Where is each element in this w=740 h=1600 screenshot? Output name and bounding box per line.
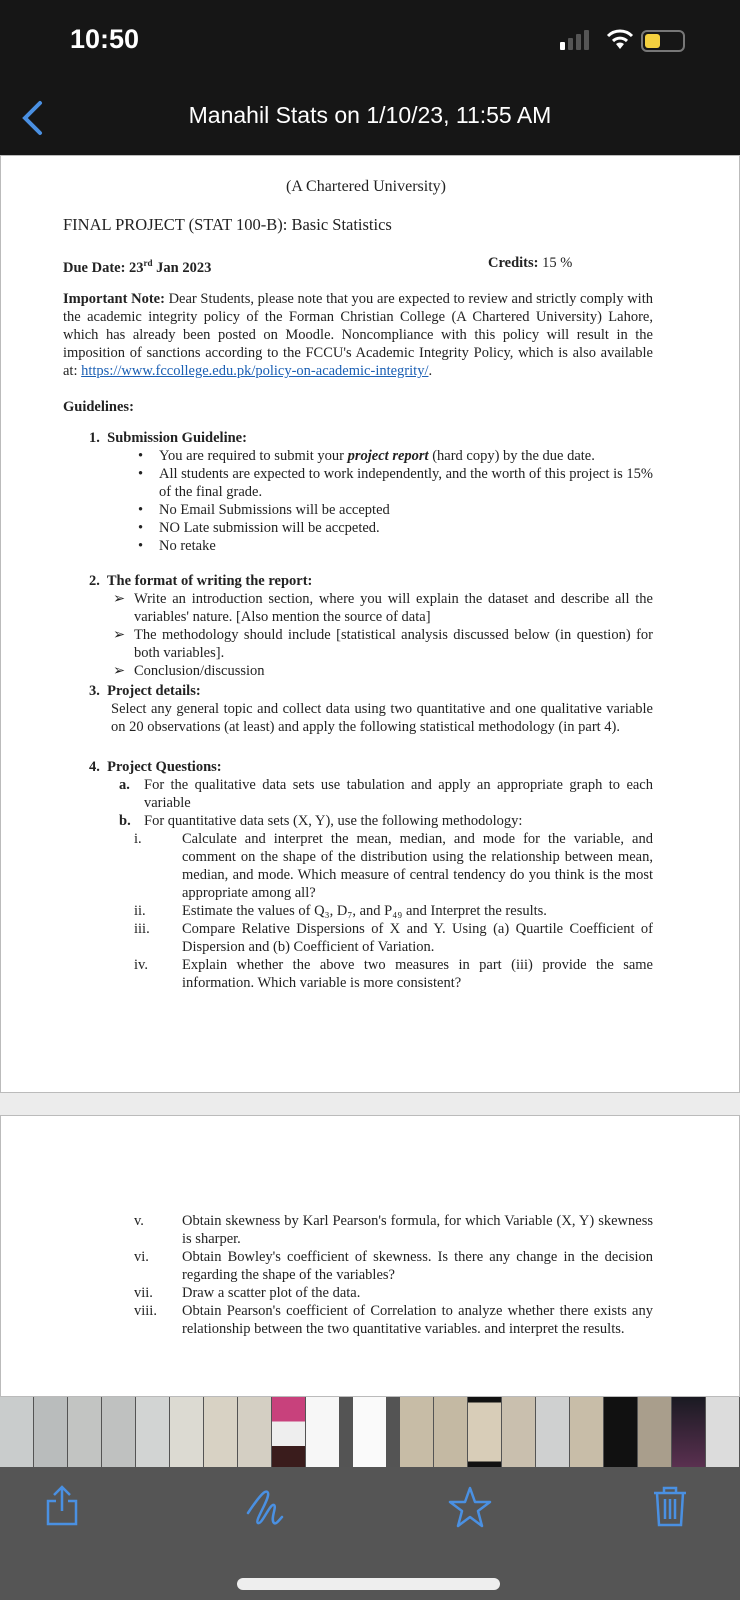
thumbnail[interactable] [604,1397,637,1467]
bullet-text: No retake [159,538,216,554]
question-text: Compare Relative Dispersions of X and Y. Using (a) Quartile Coefficient of Dispersion and (b) Coefficient of Variation. [182,921,653,955]
due-date [63,254,211,277]
page-gap [0,1093,740,1115]
arrow-item: ➢ Conclusion/discussion [113,663,265,679]
thumbnail-spacer [340,1397,352,1467]
thumbnail[interactable] [34,1397,67,1467]
item-b-text: For quantitative data sets (X, Y), use the following methodology: [144,813,523,829]
bullet-text: (hard copy) by the due date. [428,448,595,464]
bullet-item: • You are required to submit your project report (hard copy) by the due date. [138,448,595,464]
section-2-heading: 2. The format of writing the report: [89,573,313,589]
bullet-item: • All students are expected to work independently, and the worth of this project is 15% of the final grade. [138,466,653,500]
section-1-heading: 1. Submission Guideline: [89,430,247,446]
item-a-label: a. [119,777,130,793]
cellular-signal-icon [560,30,589,50]
favorite-star-icon[interactable] [448,1485,492,1529]
important-note: Important Note: Dear Students, please note that you are expected to review and strictly comply with the academic integrity policy of the Forman Christian College (A Chartered University) Lahore, which has already been posted on Moodle. Noncompliance with this policy will result in the imposition of sanctions according to the FCCU's Academic Integrity Policy, which is also available at: https://www.fccollege.edu.pk/policy-on-academic-integrity/. [63,291,653,379]
guidelines-heading: Guidelines: [63,399,134,415]
markup-icon[interactable] [244,1485,288,1529]
thumbnail[interactable] [68,1397,101,1467]
thumbnail[interactable] [672,1397,705,1467]
share-icon[interactable] [44,1485,80,1527]
roman-numeral: vi. [134,1249,149,1265]
policy-link[interactable]: https://www.fccollege.edu.pk/policy-on-academic-integrity/ [81,363,429,379]
item-b-label: b. [119,813,131,829]
project-details-text: Select any general topic and collect data using two quantitative and one qualitative variable on 20 observations (at least) and apply the following statistical methodology (in part 4). [111,701,653,735]
arrow-item-text: Conclusion/discussion [134,663,265,679]
status-time: 10:50 [70,24,140,54]
format-items [113,590,653,680]
wifi-icon [606,28,634,50]
thumbnail[interactable] [536,1397,569,1467]
credits-value: 15 % [538,255,573,271]
note-text: Dear Students, please note that you are expected to review and strictly comply with the academic integrity policy of the Forman Christian College (A Chartered University) Lahore, which has already been posted on Moodle. Noncompliance with this policy will result in the imposition of sanctions according to the FCCU's Academic Integrity Policy, which is also available at: [63,291,653,379]
photo-title: Manahil Stats on 1/10/23, 11:55 AM [188,102,552,128]
thumbnail[interactable] [638,1397,671,1467]
thumbnail[interactable] [706,1397,739,1467]
question-text: Obtain Pearson's coefficient of Correlation to analyze whether there exists any relationship between the two quantitative variables. and interpret the results. [182,1303,653,1337]
thumbnail[interactable] [400,1397,433,1467]
item-a-text: For the qualitative data sets use tabulation and apply an appropriate graph to each variable [144,777,653,811]
document-page-2 [0,1115,740,1397]
question-text: Obtain skewness by Karl Pearson's formula, for which Variable (X, Y) skewness is sharper. [182,1213,653,1247]
roman-numeral: ii. [134,903,146,919]
roman-numeral: v. [134,1213,144,1229]
credits [488,254,572,272]
section-3-heading: 3. Project details: [89,683,201,699]
question-text: Draw a scatter plot of the data. [182,1285,361,1301]
roman-numeral: vii. [134,1285,153,1301]
roman-numeral: i. [134,831,142,847]
bullet-text: NO Late submission will be accpeted. [159,520,380,536]
thumbnail[interactable] [204,1397,237,1467]
thumbnail[interactable] [272,1397,305,1467]
arrow-item: ➢ The methodology should include [statistical analysis discussed below (in question) for both variables]. [113,627,653,661]
nav-bar [0,80,740,155]
thumbnail[interactable] [570,1397,603,1467]
section-4-heading: 4. Project Questions: [89,759,222,775]
thumbnail[interactable] [102,1397,135,1467]
thumbnail[interactable] [170,1397,203,1467]
question-text: Calculate and interpret the mean, median, and mode for the variable, and comment on the shape of the distribution using the relationship between mean, median, and mode. Which measure of central tendency do you think is the most appropriate among all? [182,831,653,901]
thumbnail[interactable] [238,1397,271,1467]
bullet-emphasis: project report [347,448,429,464]
question-text: Explain whether the above two measures in part (iii) provide the same information. Which variable is more consistent? [182,957,653,991]
thumbnail-strip[interactable] [0,1397,740,1467]
roman-numeral: iv. [134,957,148,973]
bullet-text: You are required to submit your [159,448,348,464]
roman-numeral: iii. [134,921,150,937]
thumbnail[interactable] [434,1397,467,1467]
credits-label: Credits: [488,255,539,271]
arrow-item: ➢ Write an introduction section, where you will explain the dataset and describe all the variables' nature. [Also mention the source of data] [113,591,653,625]
status-bar [0,0,740,80]
bullet-item: • NO Late submission will be accpeted. [138,520,380,536]
roman-numeral: viii. [134,1303,157,1319]
thumbnail[interactable] [468,1397,501,1467]
university-subtitle: (A Chartered University) [286,178,446,195]
thumbnail[interactable] [136,1397,169,1467]
thumbnail[interactable] [0,1397,33,1467]
thumbnail-spacer [387,1397,399,1467]
thumbnail[interactable] [306,1397,339,1467]
question-text: Obtain Bowley's coefficient of skewness. Is there any change in the decision regarding the shape of the variables? [182,1249,653,1283]
due-sup: rd [143,258,153,268]
thumbnail[interactable] [502,1397,535,1467]
home-indicator[interactable] [237,1578,500,1590]
due-label: Due Date: 23 [63,259,144,276]
trash-icon[interactable] [652,1485,688,1529]
note-label: Important Note: [63,291,165,307]
bullet-item: • No Email Submissions will be accepted [138,502,390,518]
bullet-text: No Email Submissions will be accepted [159,502,390,518]
battery-icon [641,30,685,52]
submission-bullets [138,447,653,555]
question-text: Estimate the values of Q₃, D₇, and P₄₉ and Interpret the results. [182,903,547,919]
bullet-text: All students are expected to work independently, and the worth of this project is 15% of the final grade. [159,466,653,500]
thumbnail-current[interactable] [353,1397,386,1467]
arrow-item-text: Write an introduction section, where you will explain the dataset and describe all the variables' nature. [Also mention the source of data] [134,591,653,625]
arrow-item-text: The methodology should include [statistical analysis discussed below (in question) for both variables]. [134,627,653,661]
project-title: FINAL PROJECT (STAT 100-B): Basic Statistics [63,215,392,234]
bullet-item: • No retake [138,538,216,554]
due-rest: Jan 2023 [152,259,212,276]
document-page-1 [0,155,740,1093]
